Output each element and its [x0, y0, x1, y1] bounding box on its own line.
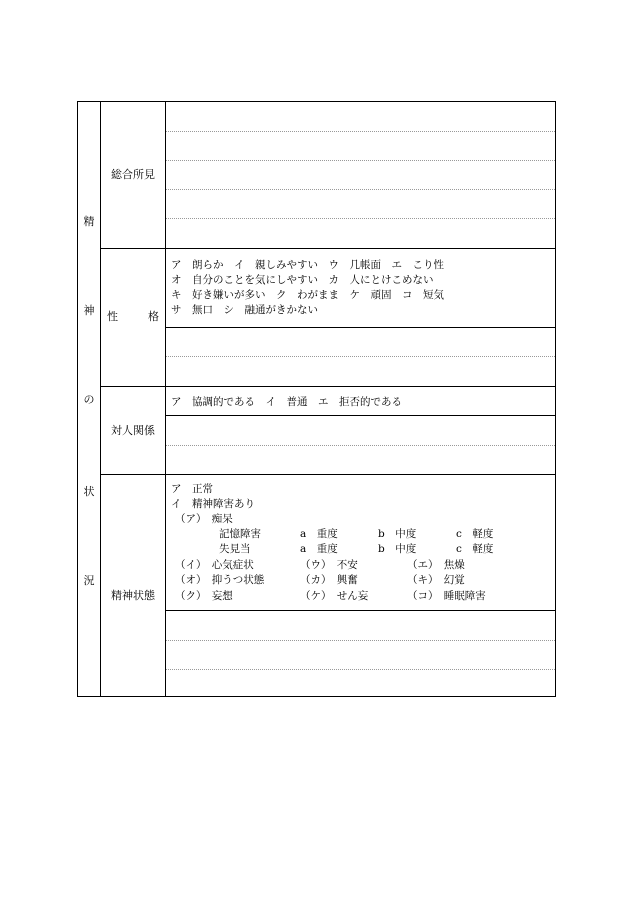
personality-options-line: サ 無口 シ 融通がきかない — [171, 304, 318, 316]
severity-moderate: b 中度 — [378, 543, 417, 555]
writing-line — [166, 669, 555, 670]
label-personality — [101, 311, 165, 323]
severity-severe: a 重度 — [300, 543, 338, 555]
label-overall-findings: 総合所見 — [111, 168, 155, 181]
writing-line — [166, 445, 555, 446]
writing-line — [166, 640, 555, 641]
severity-mild: c 軽度 — [456, 543, 494, 555]
symptom-option: （ケ） せん妄 — [300, 590, 369, 602]
column-divider — [100, 102, 101, 696]
section-divider — [100, 248, 555, 249]
row-divider — [165, 415, 555, 416]
severity-severe: a 重度 — [300, 528, 338, 540]
mental-status-form — [77, 101, 556, 697]
severity-mild: c 軽度 — [456, 528, 494, 540]
personality-options-line: オ 自分のことを気にしやすい カ 人にとけこめない — [171, 274, 434, 286]
heading-char: の — [83, 393, 95, 406]
writing-line — [166, 160, 555, 161]
personality-options-line: キ 好き嫌いが多い ク わがまま ケ 頑固 コ 短気 — [171, 289, 444, 301]
row-divider — [165, 610, 555, 611]
row-divider — [165, 327, 555, 328]
label-mental-state: 精神状態 — [111, 589, 155, 602]
personality-options-line: ア 朗らか イ 親しみやすい ウ 几帳面 エ こり性 — [171, 259, 444, 271]
writing-line — [166, 131, 555, 132]
symptom-option: （キ） 幻覚 — [407, 574, 465, 586]
label-personality-left: 性 — [107, 310, 118, 323]
writing-line — [166, 218, 555, 219]
symptom-option: （カ） 興奮 — [300, 574, 358, 586]
label-personality-right: 格 — [148, 310, 159, 323]
symptom-option: （オ） 抑うつ状態 — [175, 574, 265, 586]
heading-char: 神 — [83, 304, 95, 317]
heading-char: 精 — [83, 215, 95, 228]
mental-normal: ア 正常 — [171, 483, 213, 495]
label-interpersonal: 対人関係 — [111, 424, 155, 437]
column-divider — [165, 102, 166, 696]
symptom-option: （イ） 心気症状 — [175, 559, 254, 571]
writing-line — [166, 189, 555, 190]
memory-impairment: 記憶障害 — [219, 528, 261, 540]
heading-char: 況 — [83, 574, 95, 587]
heading-char: 状 — [83, 485, 95, 498]
mental-dementia: （ア） 痴呆 — [175, 513, 233, 525]
symptom-option: （ウ） 不安 — [300, 559, 358, 571]
symptom-option: （ク） 妄想 — [175, 590, 233, 602]
section-divider — [100, 474, 555, 475]
disorientation: 失見当 — [219, 543, 251, 555]
mental-disorder: イ 精神障害あり — [171, 498, 255, 510]
interpersonal-options: ア 協調的である イ 普通 エ 拒否的である — [171, 396, 402, 408]
symptom-option: （コ） 睡眠障害 — [407, 590, 486, 602]
section-divider — [100, 386, 555, 387]
writing-line — [166, 356, 555, 357]
severity-moderate: b 中度 — [378, 528, 417, 540]
symptom-option: （エ） 焦燥 — [407, 559, 465, 571]
